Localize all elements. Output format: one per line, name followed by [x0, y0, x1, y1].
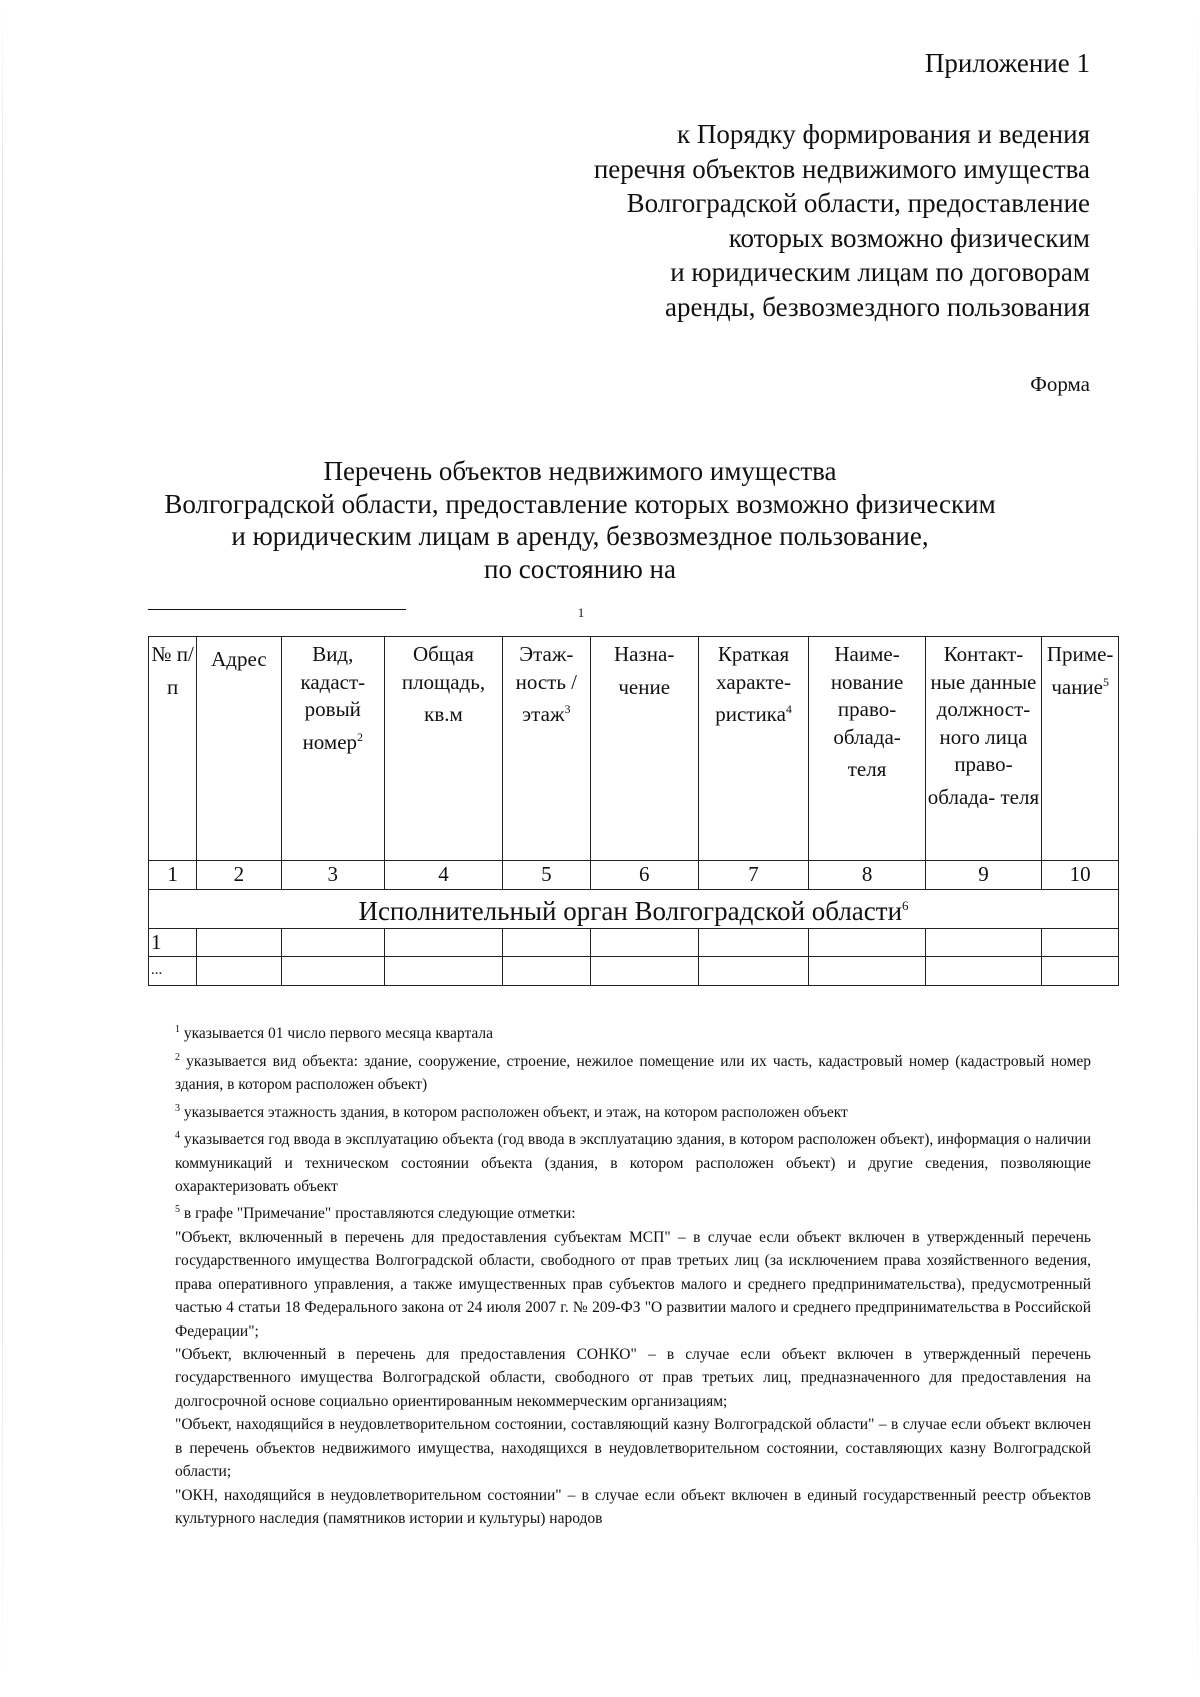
empty-cell — [809, 957, 925, 986]
reference-line: которых возможно физическим — [728, 222, 1090, 253]
footnote-item: $^1$ указывается 01 число первого месяца квартала — [175, 1024, 494, 1043]
empty-cell — [809, 928, 925, 957]
footnote-paragraph: "ОКН, находящийся в неудовлетворительном состоянии" – в случае если объект включен в единый государственный реестр объектов культурного наследия (памятников истории и культуры) народов — [175, 1486, 1091, 1527]
title-line: Перечень объектов недвижимого имущества — [323, 456, 837, 486]
empty-cell — [1042, 957, 1119, 986]
empty-cell — [590, 957, 698, 986]
row-number: ... — [149, 957, 197, 986]
column-number: 3 — [281, 861, 385, 890]
empty-cell — [281, 928, 385, 957]
title-line: и юридическим лицам в аренду, безвозмездное пользование, — [231, 521, 929, 551]
table-row — [149, 928, 1119, 957]
column-header: Общая площадь, кв.м — [385, 637, 503, 861]
document-title — [140, 455, 1020, 648]
column-number-row — [149, 861, 1119, 890]
reference-line: к Порядку формирования и ведения — [676, 119, 1090, 149]
footnote-item: $^4$ указывается год ввода в эксплуатацию объекта (год ввода в эксплуатацию здания, в котором расположен объект), информация о наличии коммуникаций и техническом состоянии объекта (здания, в котором расположен объект) и другие сведения, позволяющие охарактеризовать объект — [175, 1130, 1091, 1196]
empty-cell — [385, 928, 503, 957]
section-row — [149, 889, 1119, 928]
column-header: Наиме- нование право- облада- теля — [809, 637, 925, 861]
column-header: Адрес — [197, 637, 281, 861]
column-header: Контакт- ные данные должност- ного лица право- облада- теля — [925, 637, 1042, 861]
empty-cell — [698, 928, 809, 957]
reference-line: перечня объектов недвижимого имущества — [593, 153, 1090, 184]
reference-line: аренды, безвозмездного пользования — [665, 291, 1090, 322]
column-header: № п/п — [149, 637, 197, 861]
empty-cell — [1042, 928, 1119, 957]
column-number: 4 — [385, 861, 503, 890]
title-line: Волгоградской области, предоставление которых возможно физическим — [164, 488, 996, 519]
empty-cell — [925, 928, 1042, 957]
footnote-paragraph: "Объект, находящийся в неудовлетворительном состоянии, составляющий казну Волгоградской области" – в случае если объект включен в перечень объектов недвижимого имущества, находящихся в неудовлетворительном состоянии, составляющих казну Волгоградской области; — [175, 1416, 1091, 1481]
column-number: 9 — [925, 861, 1042, 890]
footnote-item: $^5$ в графе "Примечание" проставляются следующие отметки: — [175, 1204, 576, 1223]
footnote-paragraph: "Объект, включенный в перечень для предоставления субъектам МСП" – в случае если объект включен в утвержденный перечень государственного имущества Волгоградской области, свободного от прав третьих лиц (за исключением права хозяйственного ведения, права оперативного управления, а также имущественных прав субъектов малого и среднего предпринимательства), предусмотренный частью 4 статьи 18 Федерального закона от 24 июля 2007 г. № 209-ФЗ "О развитии малого и среднего предпринимательства в Российской Федерации"; — [175, 1229, 1091, 1340]
reference-line: Волгоградской области, предоставление — [626, 188, 1090, 218]
empty-cell — [925, 957, 1042, 986]
column-header: Вид, кадаст- ровый номер$^2$ — [281, 637, 385, 861]
form-label: Форма — [1030, 372, 1090, 396]
table-row — [149, 957, 1119, 986]
row-number: 1 — [149, 928, 197, 957]
empty-cell — [698, 957, 809, 986]
column-header: Краткая характе- ристика$^4$ — [698, 637, 809, 861]
column-number: 5 — [502, 861, 590, 890]
empty-cell — [197, 928, 281, 957]
date-blank-field — [148, 585, 406, 610]
table-header-row — [149, 637, 1119, 861]
footnotes-section — [175, 1018, 1091, 1530]
empty-cell — [385, 957, 503, 986]
column-number: 2 — [197, 861, 281, 890]
column-number: 7 — [698, 861, 809, 890]
empty-cell — [502, 957, 590, 986]
empty-cell — [590, 928, 698, 957]
column-header: Назна- чение — [590, 637, 698, 861]
footnote-item: $^2$ указывается вид объекта: здание, сооружение, строение, нежилое помещение или их часть, кадастровый номер (кадастровый номер здания, в котором расположен объект) — [175, 1051, 1092, 1094]
section-title: Исполнительный орган Волгоградской области$^6$ — [149, 889, 1119, 928]
empty-cell — [502, 928, 590, 957]
column-number: 8 — [809, 861, 925, 890]
reference-line: и юридическим лицам по договорам — [670, 257, 1090, 287]
property-list-table — [148, 636, 1119, 986]
empty-cell — [197, 957, 281, 986]
scan-edge-right — [1197, 0, 1198, 1697]
column-number: 1 — [149, 861, 197, 890]
appendix-title: Приложение 1 — [924, 48, 1090, 78]
column-number: 6 — [590, 861, 698, 890]
footnote-paragraph: "Объект, включенный в перечень для предоставления СОНКО" – в случае если объект включен в утвержденный перечень государственного имущества Волгоградской области, свободного от прав третьих лиц, предназначенного для предоставления на долгосрочной основе социально ориентированным некоммерческим организациям; — [175, 1346, 1091, 1410]
footnote-item: $^3$ указывается этажность здания, в котором расположен объект, и этаж, на котором расположен объект — [175, 1102, 848, 1121]
column-header: Этаж- ность /этаж$^3$ — [502, 637, 590, 861]
date-prefix: по состоянию на — [484, 553, 676, 584]
empty-cell — [281, 957, 385, 986]
title-date-line — [140, 553, 1020, 648]
scan-edge-left — [2, 0, 3, 1697]
column-header: Приме- чание$^5$ — [1042, 637, 1119, 861]
appendix-reference — [530, 117, 1090, 324]
column-number: 10 — [1042, 861, 1119, 890]
footnote-mark: 1 — [577, 605, 585, 620]
